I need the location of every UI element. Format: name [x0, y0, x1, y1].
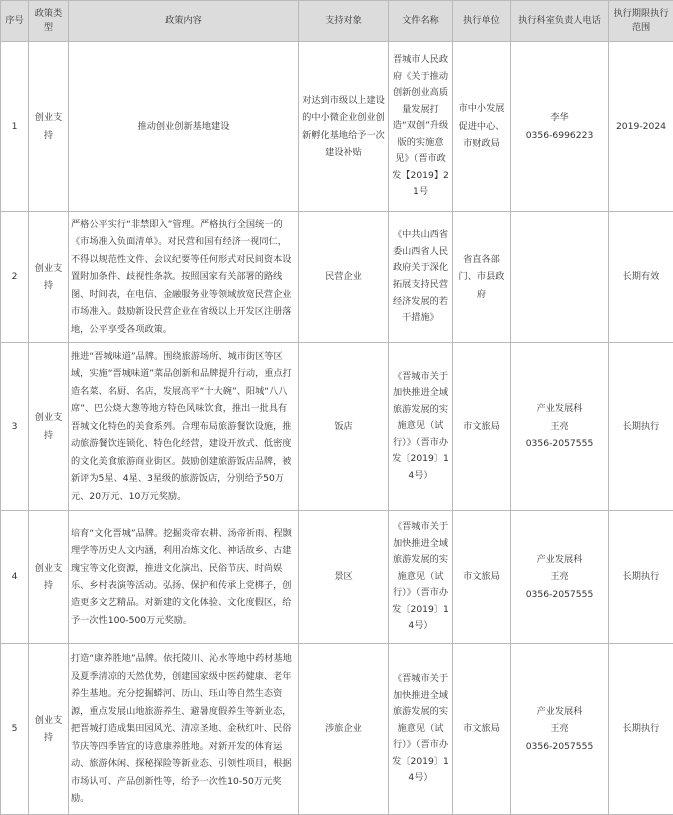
cell-type: 创业支持 — [29, 343, 69, 511]
col-header-seq: 序号 — [1, 1, 29, 42]
cell-period: 2019-2024 — [609, 42, 673, 212]
cell-doc: 《晋城市关于加快推进全域旅游发展的实施意见（试行）》（晋市办发〔2019〕14号） — [389, 511, 453, 644]
cell-target: 饭店 — [299, 343, 389, 511]
col-header-target: 支持对象 — [299, 1, 389, 42]
cell-contact — [511, 644, 609, 815]
cell-period: 长期执行 — [609, 343, 673, 511]
cell-seq: 4 — [1, 511, 29, 644]
header-row — [1, 1, 673, 42]
cell-doc: 《晋城市关于加快推进全域旅游发展的实施意见（试行）》（晋市办发〔2019〕14号） — [389, 644, 453, 815]
cell-content: 推动创业创新基地建设 — [69, 42, 299, 212]
table-row — [1, 343, 673, 511]
col-header-contact: 执行科室负责人电话 — [511, 1, 609, 42]
table-row — [1, 42, 673, 212]
cell-period: 长期有效 — [609, 212, 673, 343]
contact-text: 李华 0356-6996223 — [513, 109, 606, 144]
col-header-period: 执行期限执行范围 — [609, 1, 673, 42]
col-header-type: 政策类型 — [29, 1, 69, 42]
contact-text: 产业发展科 王亮 0356-2057555 — [513, 703, 606, 755]
table-row — [1, 212, 673, 343]
cell-content: 推进“晋城味道”品牌。围绕旅游场所、城市街区等区域，实施“晋城味道”菜品创新和品牌提升行动，重点打造名菜、名厨、名店，发展高平“十大碗”、阳城“八八席”、巴公烧大葱等地方特色风味饮食，推出一批具有晋城文化特色的美食系列。合理布局旅游餐饮设施，推动旅游餐饮连锁化、特色化经营，建设开放式、低密度的文化美食旅游商业街区。鼓励创建旅游饭店品牌，被新评为5星、4星、3星级的旅游饭店，分别给予50万元、20万元、10万元奖励。 — [69, 343, 299, 511]
cell-content: 培育“文化晋城”品牌。挖掘炎帝农耕、汤帝祈雨、程颢理学等历史人文内涵，利用冶炼文化、神话故乡、古建瑰宝等文化资源，推进文化演出、民俗节庆、时尚娱乐、乡村表演等活动。弘扬、保护和传承上党梆子，创造更多文艺精品。对新建的文化体验、文化度假区，给予一次性100-500万元奖励。 — [69, 511, 299, 644]
cell-seq: 3 — [1, 343, 29, 511]
table-row — [1, 644, 673, 815]
cell-unit: 市中小发展促进中心、市财政局 — [453, 42, 511, 212]
cell-doc: 晋城市人民政府《关于推动创新创业高质量发展打造“双创”升级版的实施意见》（晋市政发【2019】21号 — [389, 42, 453, 212]
col-header-doc: 文件名称 — [389, 1, 453, 42]
contact-text: 产业发展科 王亮 0356-2057555 — [513, 400, 606, 452]
cell-target: 涉旅企业 — [299, 644, 389, 815]
contact-text: 产业发展科 王亮 0356-2057555 — [513, 551, 606, 603]
cell-seq: 2 — [1, 212, 29, 343]
cell-target: 民营企业 — [299, 212, 389, 343]
cell-unit: 市文旅局 — [453, 343, 511, 511]
cell-type: 创业支持 — [29, 644, 69, 815]
cell-type: 创业支持 — [29, 511, 69, 644]
cell-content: 打造“康养胜地”品牌。依托陵川、沁水等地中药材基地及夏季清凉的天然优势，创建国家级中医药健康、老年养生基地。充分挖掘蟒河、历山、珏山等自然生态资源，重点发展山地旅游养生、避暑度假养生等新业态，把晋城打造成集田园风光、清凉圣地、金秋红叶、民俗节庆等四季皆宜的诗意康养胜地。对新开发的体育运动、旅游休闲、探秘探险等新业态、引领性项目，根据市场认可、产品创新性等，给予一次性10-50万元奖励。 — [69, 644, 299, 815]
cell-unit: 市文旅局 — [453, 644, 511, 815]
table-row — [1, 511, 673, 644]
cell-unit: 市文旅局 — [453, 511, 511, 644]
cell-type: 创业支持 — [29, 212, 69, 343]
cell-contact — [511, 212, 609, 343]
cell-doc: 《中共山西省委山西省人民政府关于深化拓展支持民营经济发展的若干措施》 — [389, 212, 453, 343]
col-header-content: 政策内容 — [69, 1, 299, 42]
cell-period: 长期执行 — [609, 644, 673, 815]
cell-seq: 1 — [1, 42, 29, 212]
cell-unit: 省直各部门、市县政府 — [453, 212, 511, 343]
cell-seq: 5 — [1, 644, 29, 815]
cell-contact — [511, 42, 609, 212]
cell-content: 严格公平实行“非禁即入”管理。严格执行全国统一的《市场准入负面清单》。对民营和国有经济一视同仁，不得以规范性文件、会议纪要等任何形式对民间资本设置附加条件、歧视性条款。按照国家有关部署的路线图、时间表，在电信、金融服务业等领域放宽民营企业市场准入。鼓励新设民营企业在省级以上开发区注册落地，公平享受各项政策。 — [69, 212, 299, 343]
cell-contact — [511, 511, 609, 644]
cell-period: 长期执行 — [609, 511, 673, 644]
col-header-unit: 执行单位 — [453, 1, 511, 42]
cell-contact — [511, 343, 609, 511]
cell-doc: 《晋城市关于加快推进全域旅游发展的实施意见（试行）》（晋市办发〔2019〕14号） — [389, 343, 453, 511]
cell-target: 对达到市级以上建设的中小微企业创业创新孵化基地给予一次建设补贴 — [299, 42, 389, 212]
cell-target: 景区 — [299, 511, 389, 644]
cell-type: 创业支持 — [29, 42, 69, 212]
